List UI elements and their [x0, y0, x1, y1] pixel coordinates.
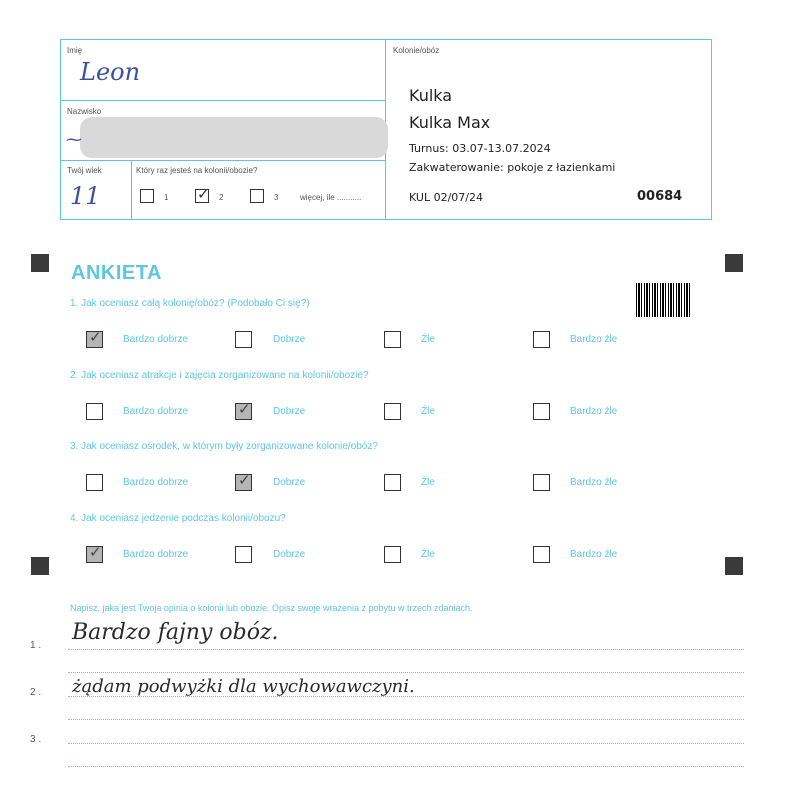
question-2: 2. Jak oceniasz atrakcje i zajęcia zorganizowane na kolonii/obozie?	[70, 370, 369, 381]
question-4-checkbox-4[interactable]	[533, 546, 550, 563]
question-3-checkbox-1[interactable]	[86, 474, 103, 491]
registration-marker	[31, 254, 49, 272]
imie-label: Imię	[67, 46, 83, 55]
question-2-option-label: Bardzo dobrze	[123, 406, 189, 417]
question-2-checkbox-3[interactable]	[384, 403, 401, 420]
question-3-checkbox-3[interactable]	[384, 474, 401, 491]
kolonie-label: Kolonie/obóz	[393, 46, 440, 55]
registration-marker	[725, 254, 743, 272]
question-1-option-label: Dobrze	[273, 334, 306, 345]
question-3: 3. Jak oceniasz ośrodek, w którym były zorganizowane kolonie/obóz?	[70, 441, 378, 452]
ktory-raz-checkbox-2[interactable]	[195, 189, 209, 203]
question-4-checkbox-1[interactable]	[86, 546, 103, 563]
ktory-raz-more: więcej, ile ...........	[300, 193, 362, 202]
question-2-option-label: Bardzo źle	[570, 406, 618, 417]
camp-name: Kulka	[409, 86, 453, 105]
question-4-option-label: Dobrze	[273, 549, 306, 560]
question-1-checkbox-1[interactable]	[86, 331, 103, 348]
question-4-option-label: Bardzo źle	[570, 549, 618, 560]
question-1-option-label: Bardzo dobrze	[123, 334, 189, 345]
question-4-checkbox-3[interactable]	[384, 546, 401, 563]
ktory-raz-checkbox-3[interactable]	[250, 189, 264, 203]
answer-line	[68, 672, 744, 673]
question-4-checkbox-2[interactable]	[235, 546, 252, 563]
question-3-option-label: Dobrze	[273, 477, 306, 488]
question-2-option-label: Dobrze	[273, 406, 306, 417]
answer-line	[68, 649, 744, 650]
ktory-raz-checkbox-1[interactable]	[140, 189, 154, 203]
question-2-option-label: Źle	[421, 406, 435, 417]
answer-2[interactable]: żądam podwyżki dla wychowawczyni.	[72, 676, 415, 697]
camp-code: KUL 02/07/24	[409, 191, 483, 204]
question-3-checkbox-4[interactable]	[533, 474, 550, 491]
header-line	[61, 100, 385, 101]
nazwisko-label: Nazwisko	[67, 107, 102, 116]
wiek-label: Twój wiek	[67, 166, 102, 175]
question-3-option-label: Źle	[421, 477, 435, 488]
line-number-2: 2 .	[30, 687, 42, 698]
imie-value[interactable]: Leon	[80, 58, 141, 86]
ktory-raz-opt-1: 1	[164, 193, 169, 202]
turnus: Turnus: 03.07-13.07.2024	[409, 142, 551, 155]
wiek-value[interactable]: 11	[70, 182, 101, 210]
answer-line	[68, 719, 744, 720]
answer-line	[68, 766, 744, 767]
ktory-raz-opt-3: 3	[274, 193, 279, 202]
registration-marker	[31, 557, 49, 575]
header-divider	[131, 160, 132, 219]
answer-line	[68, 743, 744, 744]
survey-title: ANKIETA	[71, 262, 162, 284]
question-1-option-label: Źle	[421, 334, 435, 345]
surname-fragment: ⁓	[66, 130, 82, 149]
camp-full-name: Kulka Max	[409, 113, 491, 132]
registration-marker	[725, 557, 743, 575]
header-line	[61, 160, 385, 161]
opinion-prompt: Napisz, jaka jest Twoja opinia o kolonii lub obozie. Opisz swoje wrażenia z pobytu w trzech zdaniach.	[70, 603, 473, 613]
question-4-option-label: Bardzo dobrze	[123, 549, 189, 560]
ktory-raz-opt-2: 2	[219, 193, 224, 202]
form-number: 00684	[637, 189, 683, 204]
answer-1[interactable]: Bardzo fajny obóz.	[72, 620, 279, 645]
question-3-option-label: Bardzo dobrze	[123, 477, 189, 488]
question-3-checkbox-2[interactable]	[235, 474, 252, 491]
question-2-checkbox-4[interactable]	[533, 403, 550, 420]
question-1-checkbox-2[interactable]	[235, 331, 252, 348]
redacted-surname	[80, 117, 388, 158]
question-1-checkbox-4[interactable]	[533, 331, 550, 348]
line-number-3: 3 .	[30, 734, 42, 745]
question-1: 1. Jak oceniasz całą kolonię/obóz? (Podobało Ci się?)	[70, 298, 310, 309]
question-4-option-label: Źle	[421, 549, 435, 560]
line-number-1: 1 .	[30, 640, 42, 651]
question-2-checkbox-1[interactable]	[86, 403, 103, 420]
question-2-checkbox-2[interactable]	[235, 403, 252, 420]
question-4: 4. Jak oceniasz jedzenie podczas kolonii/obozu?	[70, 513, 286, 524]
zakwaterowanie: Zakwaterowanie: pokoje z łazienkami	[409, 161, 616, 174]
question-3-option-label: Bardzo źle	[570, 477, 618, 488]
question-1-checkbox-3[interactable]	[384, 331, 401, 348]
question-1-option-label: Bardzo źle	[570, 334, 618, 345]
barcode	[636, 283, 691, 317]
ktory-raz-label: Który raz jesteś na kolonii/obozie?	[136, 166, 258, 175]
